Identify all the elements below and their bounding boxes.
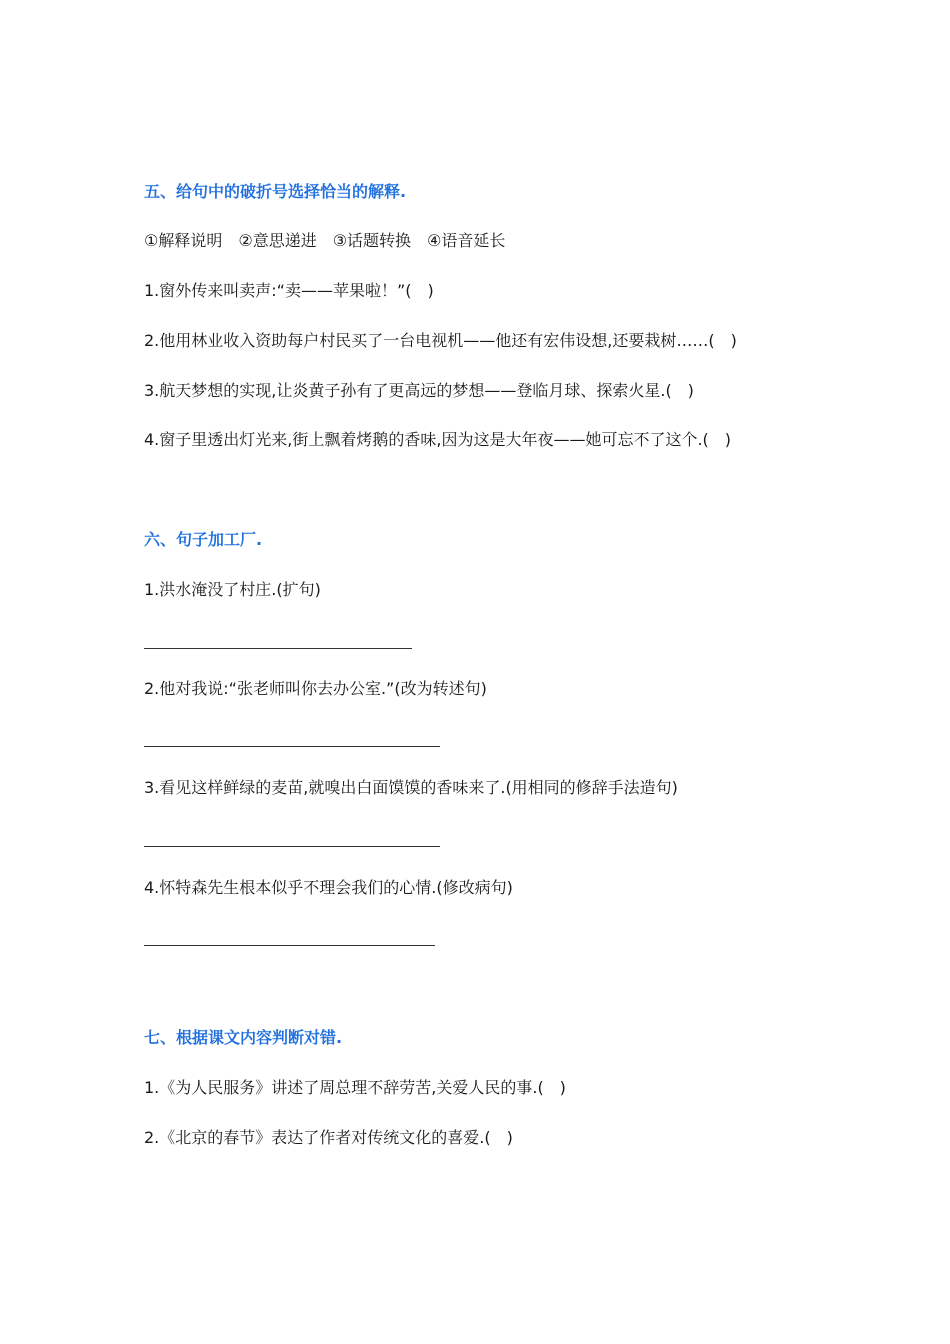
answer-line-4[interactable] — [144, 945, 435, 946]
section6-question-1: 1.洪水淹没了村庄.(扩句) — [144, 580, 321, 599]
answer-line-2[interactable] — [144, 746, 440, 747]
section5-heading: 五、给句中的破折号选择恰当的解释. — [144, 182, 407, 201]
section5-question-4: 4.窗子里透出灯光来,街上飘着烤鹅的香味,因为这是大年夜——她可忘不了这个.( ) — [144, 430, 732, 449]
section5-question-3: 3.航天梦想的实现,让炎黄子孙有了更高远的梦想——登临月球、探索火星.( ) — [144, 381, 694, 400]
section7-question-1: 1.《为人民服务》讲述了周总理不辞劳苦,关爱人民的事.( ) — [144, 1078, 566, 1097]
section6-heading: 六、句子加工厂. — [144, 530, 263, 549]
section5-question-1: 1.窗外传来叫卖声:“卖——苹果啦！”( ) — [144, 281, 434, 300]
section6-question-3: 3.看见这样鲜绿的麦苗,就嗅出白面馍馍的香味来了.(用相同的修辞手法造句) — [144, 778, 678, 797]
section5-options: ①解释说明 ②意思递进 ③话题转换 ④语音延长 — [144, 231, 506, 250]
section7-question-2: 2.《北京的春节》表达了作者对传统文化的喜爱.( ) — [144, 1128, 513, 1147]
section7-heading: 七、根据课文内容判断对错. — [144, 1028, 343, 1047]
answer-line-3[interactable] — [144, 846, 440, 847]
answer-line-1[interactable] — [144, 648, 412, 649]
section6-question-4: 4.怀特森先生根本似乎不理会我们的心情.(修改病句) — [144, 878, 513, 897]
section6-question-2: 2.他对我说:“张老师叫你去办公室.”(改为转述句) — [144, 679, 487, 698]
section5-question-2: 2.他用林业收入资助每户村民买了一台电视机——他还有宏伟设想,还要栽树……( ) — [144, 331, 737, 350]
